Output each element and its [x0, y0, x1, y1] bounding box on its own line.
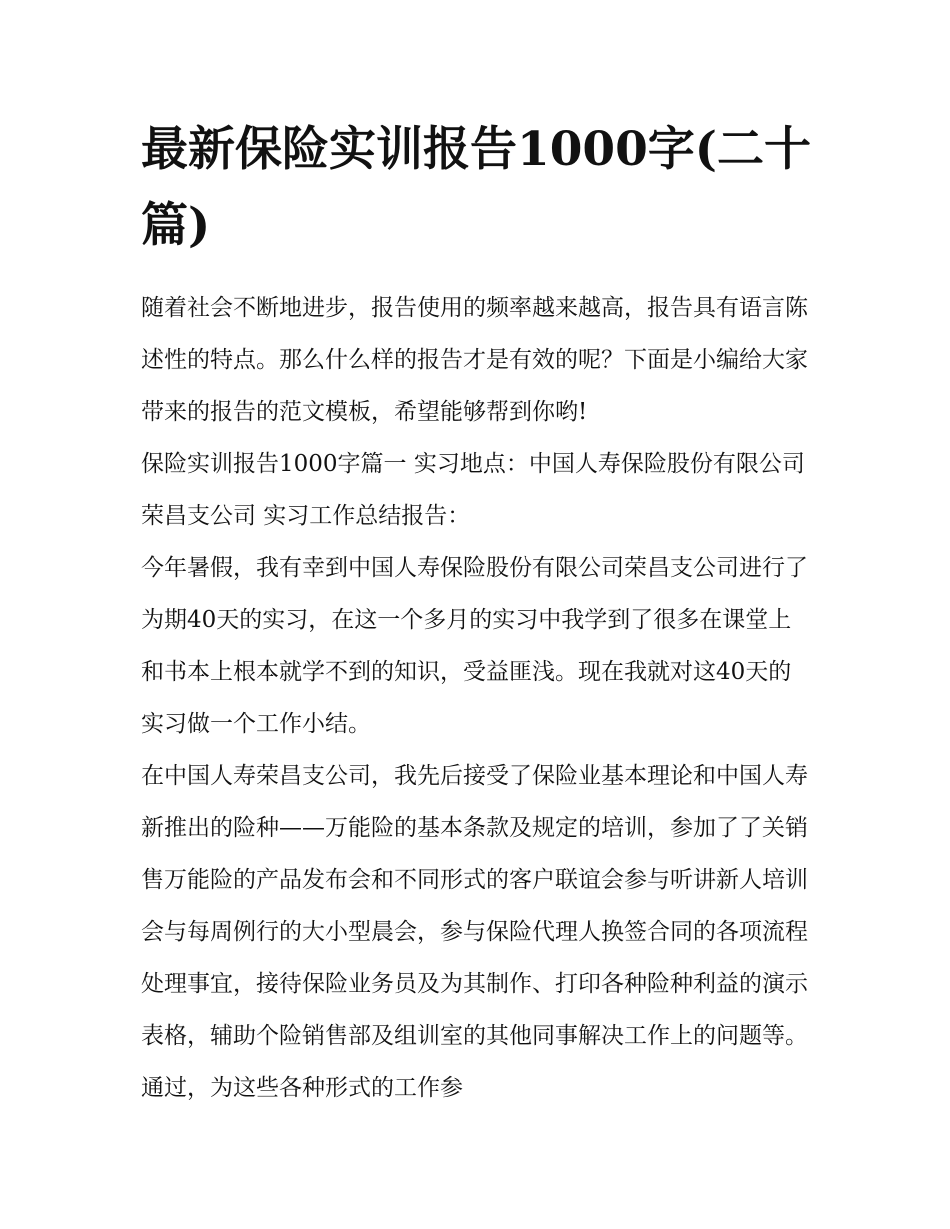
body-paragraph: 在中国人寿荣昌支公司，我先后接受了保险业基本理论和中国人寿新推出的险种——万能险的基本条款及规定的培训，参加了了关销售万能险的产品发布会和不同形式的客户联谊会参与听讲新人培训会与每周例行的大小型晨会，参与保险代理人换签合同的各项流程处理事宜，接待保险业务员及为其制作、打印各种险种利益的演示表格，辅助个险销售部及组训室的其他同事解决工作上的问题等。通过，为这些各种形式的工作参 [141, 763, 808, 1101]
document-title: 最新保险实训报告1000字(二十篇) [141, 122, 812, 253]
intro-paragraph: 随着社会不断地进步，报告使用的频率越来越高，报告具有语言陈述性的特点。那么什么样的报告才是有效的呢？下面是小编给大家带来的报告的范文模板，希望能够帮到你哟! [141, 295, 808, 425]
document-body [141, 282, 813, 1114]
document-page [141, 112, 813, 1114]
body-paragraph: 今年暑假，我有幸到中国人寿保险股份有限公司荣昌支公司进行了为期40天的实习，在这一个多月的实习中我学到了很多在课堂上和书本上根本就学不到的知识，受益匪浅。现在我就对这40天的实习做一个工作小结。 [141, 555, 808, 737]
section-heading-paragraph: 保险实训报告1000字篇一 实习地点：中国人寿保险股份有限公司荣昌支公司 实习工作总结报告： [141, 451, 805, 529]
